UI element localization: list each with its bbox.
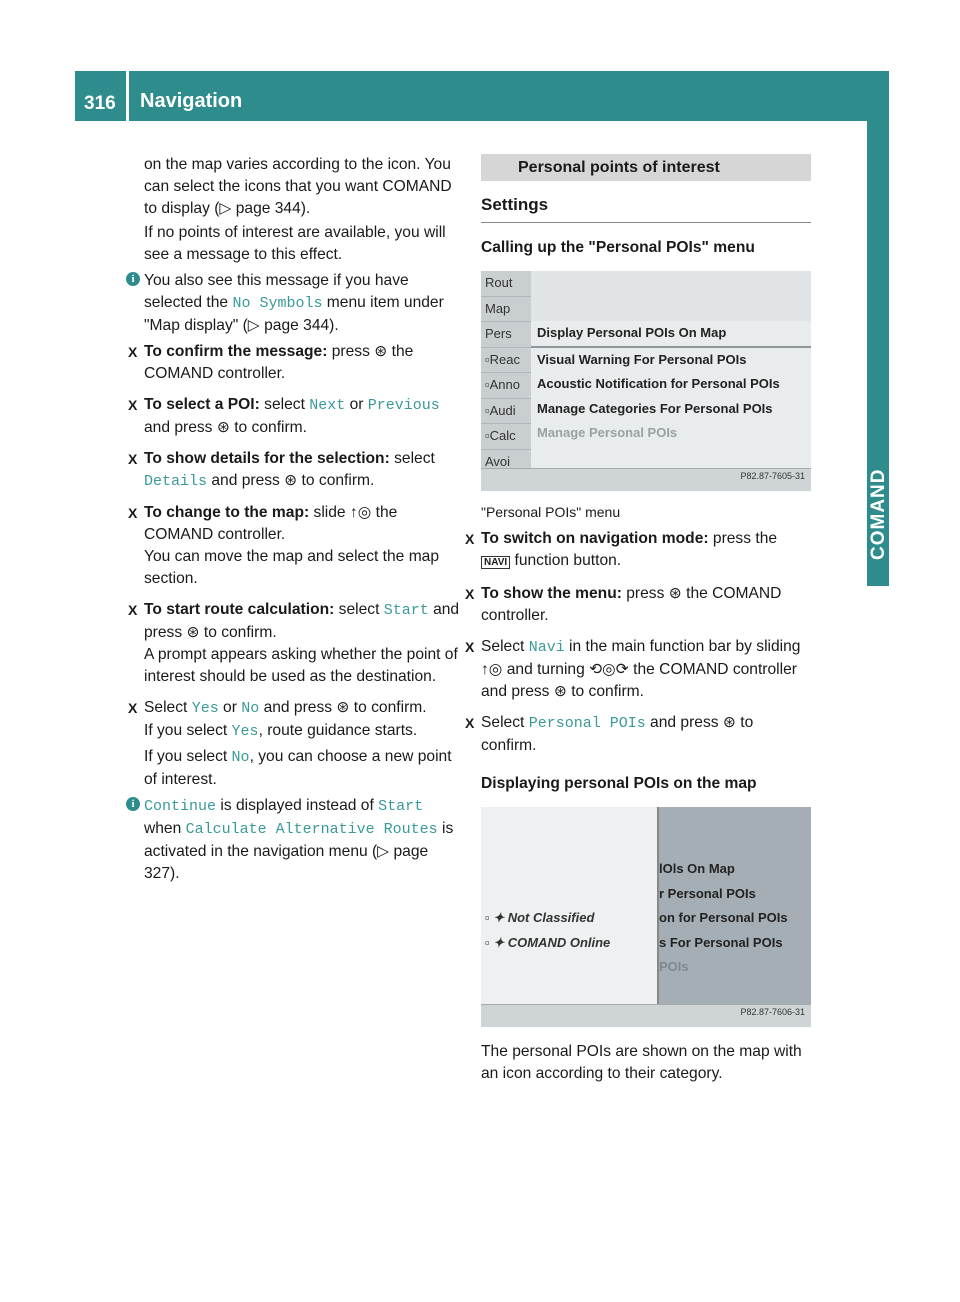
subsection-title: Settings: [481, 181, 811, 223]
step-show-menu: X To show the menu: press ⊛ the COMAND controller.: [465, 585, 782, 624]
screenshot-pois-on-map: [481, 807, 811, 1027]
page-number: 316: [84, 93, 116, 114]
step-show-details: X To show details for the selection: select Details and press ⊛ to confirm.: [128, 450, 435, 490]
step-marker-icon: X: [128, 602, 138, 618]
paragraph: The personal POIs are shown on the map with an icon according to their category.: [481, 1043, 802, 1082]
screenshot-code-strip: P82.87-7605-31: [481, 468, 811, 491]
header-divider: [126, 71, 129, 121]
step-change-map: X To change to the map: slide ↑◎ the COMAND controller. You can move the map and select the map section.: [128, 504, 440, 587]
step-marker-icon: X: [465, 639, 475, 655]
heading-calling-menu: Calling up the "Personal POIs" menu: [481, 239, 755, 256]
section-title: Personal points of interest: [481, 154, 811, 181]
page-title: Navigation: [140, 90, 243, 112]
heading-displaying-pois: Displaying personal POIs on the map: [481, 775, 757, 792]
info-icon: i: [126, 272, 140, 286]
navi-key-icon: NAVI: [481, 556, 510, 569]
step-marker-icon: X: [128, 505, 138, 521]
info-note: i Continue is displayed instead of Start when Calculate Alternative Routes is activated in the navigation menu (▷ page 327).: [144, 795, 460, 885]
screen-submenu: Display Personal POIs On Map Visual Warning For Personal POIs Acoustic Notification for Personal POIs Manage Categories For Personal POIs Manage Personal POIs: [531, 321, 811, 469]
step-marker-icon: X: [465, 586, 475, 602]
info-note: i You also see this message if you have selected the No Symbols menu item under "Map display" (▷ page 344).: [144, 270, 460, 337]
side-tab-label: COMAND: [868, 468, 889, 560]
paragraph: on the map varies according to the icon. You can select the icons that you want COMAND to display (▷ page 344).: [144, 156, 452, 217]
screen-category-list: ▫ ✦ Not Classified ▫ ✦ COMAND Online: [481, 807, 659, 1005]
screen-submenu-partial: lOls On Map r Personal POIs on for Personal POIs s For Personal POIs POIs: [659, 807, 811, 1005]
figure-caption: "Personal POIs" menu: [481, 504, 621, 520]
screenshot-code-strip: P82.87-7606-31: [481, 1004, 811, 1027]
step-marker-icon: X: [128, 700, 138, 716]
step-marker-icon: X: [128, 397, 138, 413]
step-select-poi: X To select a POI: select Next or Previous and press ⊛ to confirm.: [128, 396, 440, 436]
step-navigation-mode: X To switch on navigation mode: press the NAVI function button.: [465, 530, 778, 569]
step-marker-icon: X: [465, 531, 475, 547]
screen-map-area: [531, 271, 811, 321]
screen-main-menu: Rout Map Pers ▫Reac ▫Anno ▫Audi ▫Calc Avoi: [481, 271, 531, 469]
left-column: [128, 154, 460, 885]
info-icon: i: [126, 797, 140, 811]
step-marker-icon: X: [128, 451, 138, 467]
step-route-calculation: X To start route calculation: select Start and press ⊛ to confirm. A prompt appears asking whether the point of interest should be used as the destination.: [128, 601, 460, 685]
step-select-yes-no: X Select Yes or No and press ⊛ to confirm. If you select Yes, route guidance starts. If you select No, you can choose a new point of interest.: [128, 699, 452, 788]
step-select-navi: X Select Navi in the main function bar by sliding ↑◎ and turning ⟲◎⟳ the COMAND controller and press ⊛ to confirm.: [465, 638, 801, 700]
step-marker-icon: X: [128, 344, 138, 360]
step-confirm-message: X To confirm the message: press ⊛ the COMAND controller.: [128, 343, 414, 382]
step-select-personal-pois: X Select Personal POIs and press ⊛ to confirm.: [465, 714, 754, 754]
step-marker-icon: X: [465, 715, 475, 731]
right-column: [465, 154, 811, 1085]
paragraph: If no points of interest are available, you will see a message to this effect.: [144, 224, 446, 263]
screenshot-personal-pois-menu: [481, 271, 811, 491]
